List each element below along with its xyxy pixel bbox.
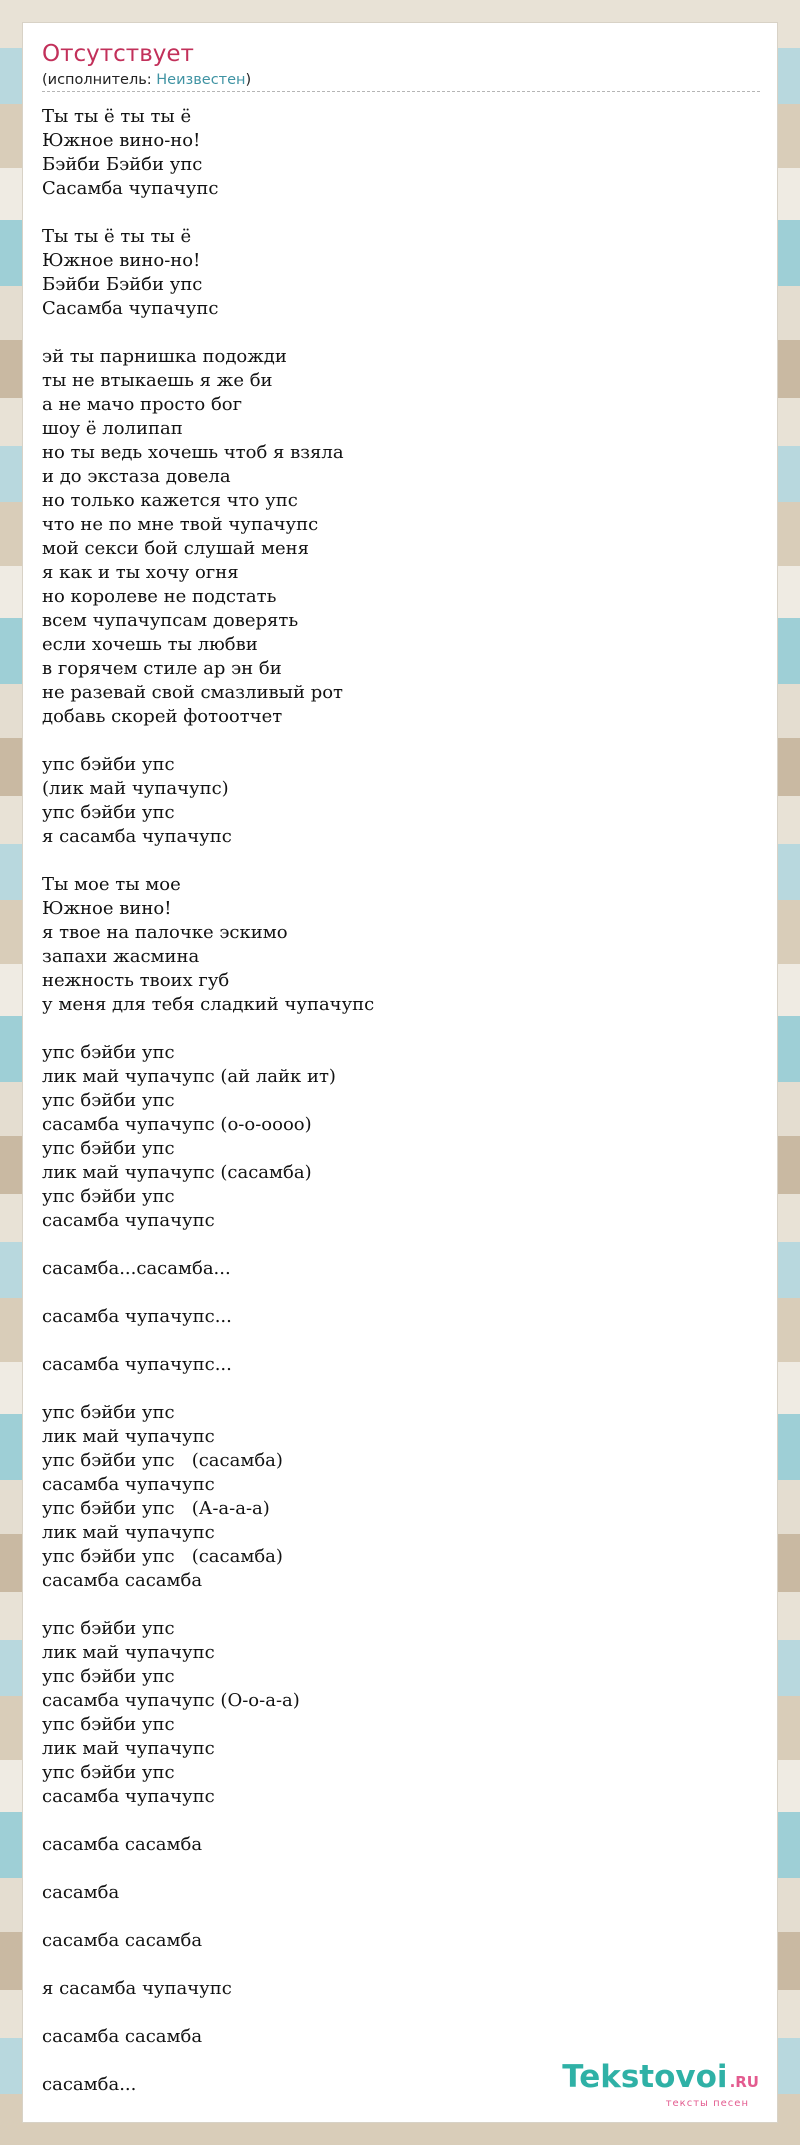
- performer-suffix: ): [245, 72, 252, 88]
- logo-wordmark: [562, 2061, 759, 2098]
- lyrics-text: Ты ты ё ты ты ё Южное вино-но! Бэйби Бэйби упс Сасамба чупачупс Ты ты ё ты ты ё Южное вино-но! Бэйби Бэйби упс Сасамба чупачупс эй ты парнишка подожди ты не втыкаешь я же би а не мачо просто бог шоу ё лолипап но ты ведь хочешь чтоб я взяла и до экстаза довела но только кажется что упс что не по мне твой чупачупс мой секси бой слушай меня я как и ты хочу огня но королеве не подстать всем чупачупсам доверять если хочешь ты любви в горячем стиле ар эн би не разевай свой смазливый рот добавь скорей фотоотчет упс бэйби упс (лик май чупачупс) упс бэйби упс я сасамба чупачупс Ты мое ты мое Южное вино! я твое на палочке эскимо запахи жасмина нежность твоих губ у меня для тебя сладкий чупачупс упс бэйби упс лик май чупачупс (ай лайк ит) упс бэйби упс сасамба чупачупс (о-о-оооо) упс бэйби упс лик май чупачупс (сасамба) упс бэйби упс сасамба чупачупс сасамба...сасамба... сасамба чупачупс... сасамба чупачупс... упс бэйби упс лик май чупачупс упс бэйби упс (сасамба) сасамба чупачупс упс бэйби упс (А-а-а-а) лик май чупачупс упс бэйби упс (сасамба) сасамба сасамба упс бэйби упс лик май чупачупс упс бэйби упс сасамба чупачупс (О-о-а-а) упс бэйби упс лик май чупачупс упс бэйби упс сасамба чупачупс сасамба сасамба сасамба сасамба сасамба я сасамба чупачупс сасамба сасамба сасамба...: [42, 106, 375, 2095]
- lyrics-card: [22, 22, 778, 2123]
- song-title: Отсутствует: [42, 41, 194, 67]
- performer-line: [42, 71, 760, 92]
- site-logo[interactable]: [562, 2061, 759, 2110]
- logo-suffix: .RU: [729, 2073, 759, 2091]
- performer-prefix: (исполнитель:: [42, 72, 157, 88]
- performer-link[interactable]: Неизвестен: [156, 72, 246, 88]
- logo-tagline: тексты песен: [665, 2098, 749, 2109]
- logo-name: Tekstovoi: [562, 2059, 728, 2095]
